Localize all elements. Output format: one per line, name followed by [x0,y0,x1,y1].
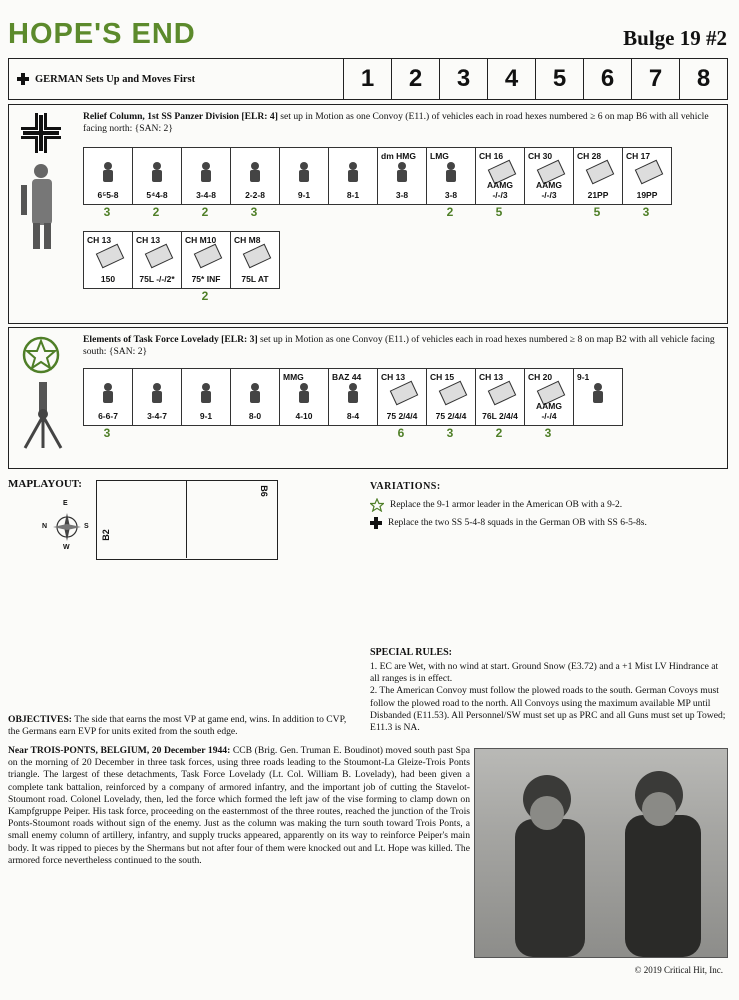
variation-american [370,498,622,512]
counter-top-label: CH 20 [528,372,553,382]
american-slot [475,368,524,440]
infantry-icon [196,162,216,184]
german-slot [132,147,181,219]
german-slot [573,147,622,219]
counter-factors: 75 2/4/4 [435,411,467,421]
counter-factors: 8-1 [346,190,360,200]
american-counter [83,368,133,426]
counter-top-label: CH 13 [479,372,504,382]
counter-factors: 2-2-8 [245,190,265,200]
vehicle-icon [194,244,223,269]
american-counter [132,368,182,426]
counter-factors: 19PP [636,190,658,200]
german-soldier-icon [17,161,67,253]
german-ob-setup [83,111,719,135]
infantry-icon [245,383,265,405]
german-slot [181,231,230,303]
turn-3: 3 [439,59,487,99]
german-counter [181,231,231,289]
objectives-text: The side that earns the most VP at game end, wins. In addition to CVP, the Germans earn EVP for units exited from the south edge. [8,714,347,738]
counter-top-label: MMG [283,372,304,382]
infantry-icon [441,162,461,184]
vehicle-icon [488,381,517,406]
counter-factors: 75L AT [241,274,269,284]
counter-top-label: LMG [430,151,449,161]
german-slot [83,147,132,219]
counter-top-label: dm HMG [381,151,416,161]
german-cross-icon [370,517,382,529]
map-b2-label: B2 [100,529,111,541]
german-counter [230,147,280,205]
turn-6: 6 [583,59,631,99]
counter-quantity: 2 [201,289,209,303]
counter-factors: 6-6-7 [98,411,118,421]
counter-factors: 8-4 [346,411,360,421]
objectives-label: OBJECTIVES: [8,714,72,725]
german-slot [622,147,671,219]
german-counter [426,147,476,205]
american-counter [181,368,231,426]
infantry-icon [245,162,265,184]
counter-quantity: 2 [201,205,209,219]
german-slot [426,147,475,219]
german-ob-box [8,104,728,324]
american-slot [83,368,132,440]
counter-top-label: CH M8 [234,235,261,245]
counter-quantity: 3 [642,205,650,219]
german-ob-heading: Relief Column, 1st SS Panzer Division [ELR: 4] [83,111,278,122]
german-counter [279,147,329,205]
balkenkreuz-icon [19,111,63,155]
counter-quantity: 3 [544,426,552,440]
infantry-icon [343,162,363,184]
vehicle-icon [96,244,125,269]
counter-quantity: 3 [103,205,111,219]
counter-factors: 8-0 [248,411,262,421]
counter-quantity: 6 [397,426,405,440]
vehicle-icon [390,381,419,406]
american-slot [328,368,377,426]
german-ob-text: set up in Motion as one Convoy (E11.) of vehicles each in road hexes numbered ≥ 6 on map B6 with all vehicle facing north: {SAN: 2} [83,111,709,134]
vehicle-icon [635,160,664,185]
german-cross-icon [17,73,29,85]
american-counter [573,368,623,426]
counter-factors: 150 [100,274,116,284]
vehicle-icon [243,244,272,269]
counter-quantity: 2 [495,426,503,440]
compass-e: S [84,523,89,530]
counter-factors: 76L 2/4/4 [482,411,518,421]
counter-factors: 75* INF [191,274,221,284]
first-mover-text: GERMAN Sets Up and Moves First [35,73,196,85]
german-slot [230,231,279,289]
counter-factors: 75 2/4/4 [386,411,418,421]
american-slot [573,368,622,426]
scenario-id: Bulge 19 #2 [623,26,727,50]
american-counter [377,368,427,426]
map-layout-diagram [96,480,278,560]
counter-quantity: 2 [446,205,454,219]
special-rule-2: 2. The American Convoy must follow the plowed roads to the south. German Covoys must follow the plowed road to the north. All Convoys using the maximum available MP until Disbanded (E11.53). All Personnel/SW must set up as PRC and all Guns must set up Towed; E11.3 is NA. [370,685,726,734]
american-counter [475,368,525,426]
counter-quantity: 3 [446,426,454,440]
counter-top-label: CH 13 [87,235,112,245]
american-slot [524,368,573,440]
german-counter [132,231,182,289]
german-counter [83,231,133,289]
historical-background [8,745,470,867]
counter-factors: 3-4-7 [147,411,167,421]
infantry-icon [588,383,608,405]
vehicle-icon [586,160,615,185]
american-ob-text: set up in Motion as one Convoy (E11.) of vehicles each in road hexes numbered ≥ 8 on map B2 with all vehicle facing south: {SAN: 2} [83,334,715,357]
counter-factors: 6⁵5-8 [97,190,119,200]
vehicle-icon [145,244,174,269]
german-counter [573,147,623,205]
objectives-block [8,714,360,738]
variation-german [370,517,647,529]
counter-top-label: CH 30 [528,151,553,161]
mg-tripod-icon [21,380,65,450]
american-slot [426,368,475,440]
german-slot [279,147,328,205]
turn-1: 1 [343,59,391,99]
infantry-icon [294,162,314,184]
american-counter [426,368,476,426]
counter-quantity: 5 [593,205,601,219]
special-rules-heading: SPECIAL RULES: [370,647,452,658]
map-b6-label: B6 [258,485,269,497]
german-counter [377,147,427,205]
counter-top-label: CH 15 [430,372,455,382]
german-counter-row-2 [83,231,279,303]
turn-8: 8 [679,59,727,99]
american-ob-heading: Elements of Task Force Lovelady [ELR: 3] [83,334,258,345]
counter-top-label: CH M10 [185,235,217,245]
counter-factors: 3-8 [395,190,409,200]
variation-text-1: Replace the 9-1 armor leader in the American OB with a 9-2. [390,500,623,510]
german-counter [83,147,133,205]
variation-text-2: Replace the two SS 5-4-8 squads in the German OB with SS 6-5-8s. [388,518,647,528]
compass-icon [42,500,92,551]
american-ob-box [8,327,728,469]
compass-w: N [42,523,48,530]
turn-2: 2 [391,59,439,99]
american-slot [377,368,426,440]
counter-factors: 9-1 [199,411,213,421]
counter-factors: AAMG -/-/3 [536,180,562,200]
counter-quantity: 3 [250,205,258,219]
counter-top-label: CH 16 [479,151,504,161]
counter-top-label: CH 13 [381,372,406,382]
variations-heading: VARIATIONS: [370,481,441,492]
infantry-icon [98,383,118,405]
infantry-icon [343,383,363,405]
special-rule-1: 1. EC are Wet, with no wind at start. Ground Snow (E3.72) and a +1 Mist LV Hindrance at all ranges is in effect. [370,661,719,685]
turn-4: 4 [487,59,535,99]
infantry-icon [196,383,216,405]
american-star-icon [21,336,61,374]
german-counter [230,231,280,289]
german-slot [475,147,524,219]
counter-factors: AAMG -/-/4 [536,401,562,421]
turn-record-track [8,58,728,100]
american-counter [230,368,280,426]
counter-factors: 5⁴4-8 [146,190,168,200]
german-counter [328,147,378,205]
german-counter [475,147,525,205]
history-label: Near TROIS-PONTS, BELGIUM, 20 December 1944: [8,745,231,756]
counter-factors: 9-1 [297,190,311,200]
german-slot [181,147,230,219]
infantry-icon [147,383,167,405]
counter-factors: AAMG -/-/3 [487,180,513,200]
counter-top-label: BAZ 44 [332,372,362,382]
turn-5: 5 [535,59,583,99]
counter-quantity: 5 [495,205,503,219]
infantry-icon [392,162,412,184]
german-counter [622,147,672,205]
counter-factors: 3-4-8 [196,190,216,200]
infantry-icon [147,162,167,184]
german-slot [132,231,181,289]
american-counter [524,368,574,426]
infantry-icon [294,383,314,405]
german-counter [181,147,231,205]
counter-factors: 3-8 [444,190,458,200]
counter-factors: 75L -/-/2* [139,274,175,284]
vehicle-icon [439,381,468,406]
compass-n: E [63,500,68,507]
american-slot [230,368,279,426]
counter-top-label: CH 13 [136,235,161,245]
infantry-icon [98,162,118,184]
american-slot [181,368,230,426]
history-text: CCB (Brig. Gen. Truman E. Boudinot) moved south past Spa on the morning of 20 December in three task forces, using three roads leading to the Stoumont-La Gleize-Trois Ponts triangle. The largest of these detachments, Task Force Lovelady (Lt. Col. William B. Lovelady), had been given a complete tank battalion, reinforced by a company of armored infantry, and the important job of cutting the Stavelot-Stoumont road. Colonel Lovelady, then, led the force which formed the left jaw of the vise forming to clamp down on Kampfgruppe Peiper. His task force, proceeding on the easternmost of the three routes, reached the junction of the Trois Ponts-Stoumont roads without sign of the enemy. Just as the column was making the turn south toward Trois Ponts, a small enemy column of artillery, infantry, and supply trucks appeared, apparently on its way to reinforce Peiper's main body. It was ripped to pieces by the Shermans but not after four of them were knocked out and Lt. Hope was killed. The armored force nevertheless continued to the south. [8,745,471,866]
special-rules-text [370,661,728,734]
german-counter [524,147,574,205]
german-slot [83,231,132,289]
counter-top-label: CH 28 [577,151,602,161]
german-slot [524,147,573,205]
german-slot [328,147,377,205]
scenario-title: HOPE'S END [8,18,196,50]
copyright: © 2019 Critical Hit, Inc. [634,965,723,975]
historical-photo [474,748,728,958]
turn-7: 7 [631,59,679,99]
counter-factors: 4-10 [295,411,313,421]
american-counter-row [83,368,622,440]
german-counter-row-1 [83,147,671,219]
compass-s: W [63,544,70,551]
counter-quantity: 3 [103,426,111,440]
american-slot [279,368,328,426]
american-counter [279,368,329,426]
american-ob-setup [83,334,719,358]
american-counter [328,368,378,426]
german-slot [230,147,279,219]
counter-top-label: CH 17 [626,151,651,161]
turn-record-label [9,59,343,99]
map-layout-label: MAPLAYOUT: [8,478,82,490]
german-counter [132,147,182,205]
counter-quantity: 2 [152,205,160,219]
american-slot [132,368,181,426]
map-divider [186,480,187,558]
german-slot [377,147,426,205]
star-icon [370,498,384,512]
counter-factors: 21PP [587,190,609,200]
counter-top-label: 9-1 [577,372,590,382]
